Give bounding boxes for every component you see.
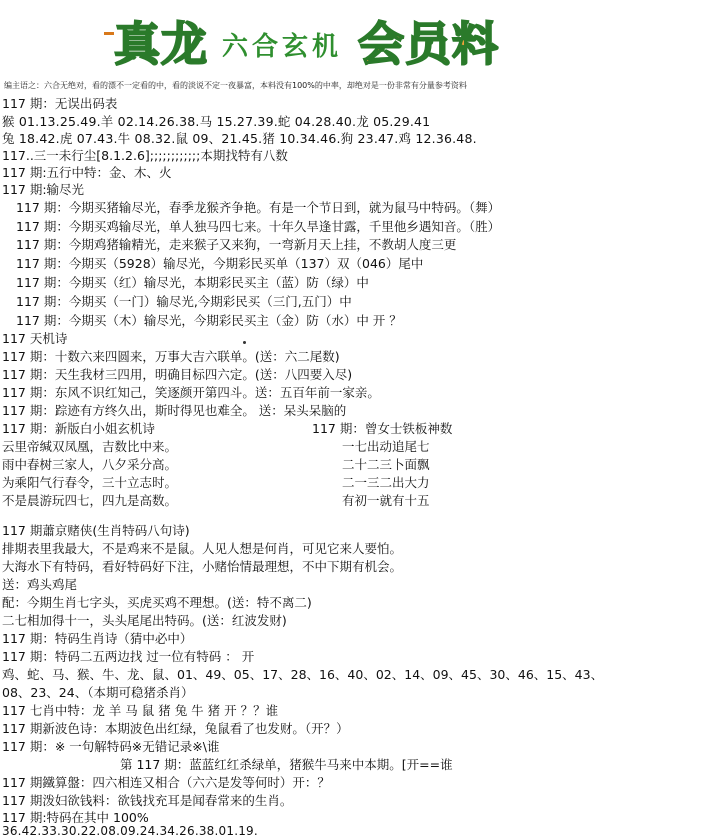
banner-dash <box>104 32 114 35</box>
line-9: 117 期：今期鸡猪输精光，走来猴子又来狗，一弯新月天上挂，不教胡人度三更 <box>16 237 457 252</box>
line-20: 云里帝缄双凤凰，吉数比中来。 <box>2 439 178 454</box>
disclaimer-text: 编主语之：六合无绝对，看的漂不一定看的中，看的淡说不定一夜暴富，本料没有100%的中率，却绝对是一份非常有分量参考资料 <box>4 81 467 90</box>
right-line-21: 二十二三卜面飘 <box>342 457 430 472</box>
line-21: 雨中春树三家人，八夕采分高。 <box>2 457 178 472</box>
line-13: 117 期：今期买（木）输尽光，今期彩民买主（金）防（水）中 开 ？ <box>16 313 402 328</box>
line-26: 大海水下有特码，看好特码好下注，小赌怡情最理想，不中下期有机会。 <box>2 559 403 574</box>
line-35: 117 期新波色诗：本期波色出红绿，兔鼠看了也发财。（开？） <box>2 721 349 736</box>
line-1: 117 期：无误出码表 <box>2 96 118 111</box>
line-19: 117 期：新版白小姐玄机诗 <box>2 421 155 436</box>
line-6: 117 期:输尽光 <box>2 182 85 197</box>
line-27: 送：鸡头鸡尾 <box>2 577 78 592</box>
line-18: 117 期：踪迹有方终久出，斯时得见也难全。 送：呆头呆脑的 <box>2 403 347 418</box>
line-15: 117 期：十数六来四圆来，万事大吉六联单。(送：六二尾数) <box>2 349 340 364</box>
line-34: 117 七肖中特：龙 羊 马 鼠 猪 兔 牛 猪 开 ？？谁 <box>2 703 279 718</box>
line-36: 117 期：※ 一句解特码※无错记录※\谁 <box>2 739 220 754</box>
stray-dot <box>243 341 246 344</box>
line-29: 二七相加得十一，头头尾尾出特码。(送：红波发财) <box>2 613 287 628</box>
line-2: 猴 01.13.25.49.羊 02.14.26.38.马 15.27.39.蛇 04.28.40.龙 05.29.41 <box>2 114 431 129</box>
line-40: 117 期:特码在其中 100% <box>2 810 149 825</box>
line-28: 配：今期生肖七字头，买虎买鸡不理想。(送：特不离二) <box>2 595 312 610</box>
banner-title-left: 真龙 <box>114 17 208 71</box>
line-10: 117 期：今期买（5928）输尽光，今期彩民买单（137）双（046）尾中 <box>16 256 424 271</box>
right-line-20: 一七出动追尾七 <box>342 439 430 454</box>
line-33: 08、23、24、（本期可稳猪杀肖） <box>2 685 194 700</box>
right-line-19: 117 期：曾女士铁板神数 <box>312 421 453 436</box>
line-12: 117 期：今期买（一门）输尽光,今期彩民买（三门,五门）中 <box>16 294 352 309</box>
banner-title-middle: 六合玄机 <box>222 32 343 62</box>
line-7: 117 期：今期买猪输尽光，春季龙猴齐争艳。有是一个节日到，就为鼠马中特码。（舞） <box>16 200 501 215</box>
line-5: 117 期:五行中特：金、木、火 <box>2 165 172 180</box>
line-14: 117 天机诗 <box>2 331 68 346</box>
line-32: 鸡、蛇、马、猴、牛、龙、鼠、01、49、05、17、28、16、40、02、14、09、45、30、46、15、43、 <box>2 667 604 682</box>
line-16: 117 期：天生我材三四用，明确目标四六定。(送：八四要入尽) <box>2 367 353 382</box>
line-8: 117 期：今期买鸡输尽光，单人独马四七来。十年久旱逢甘露，千里他乡遇知音。（胜） <box>16 219 501 234</box>
line-23: 不是晨游玩四七，四九是高数。 <box>2 493 178 508</box>
line-17: 117 期：东风不识红知己，笑逐颜开第四斗。送：五百年前一家亲。 <box>2 385 380 400</box>
line-4: 117..三一未行尘[8.1.2.6];;;;;;;;;;;;本期找特有八数 <box>2 148 288 163</box>
line-24: 117 期蕭京赌侠(生肖特码八句诗) <box>2 523 190 538</box>
line-39: 117 期泼妇欲钱料：欲钱找充耳是闻春常来的生肖。 <box>2 793 293 808</box>
line-31: 117 期：特码二五两边找 过一位有特码 ： 开 <box>2 649 255 664</box>
line-37: 第 117 期：蓝蓝红红杀绿单，猪猴牛马来中本期。[开==谁 <box>120 757 453 772</box>
right-line-22: 二一三二出大力 <box>342 475 430 490</box>
line-41: 36.42.33.30.22.08.09.24.34.26.38.01.19. <box>2 824 258 838</box>
banner-title-right: 会员料 <box>358 17 499 71</box>
line-30: 117 期：特码生肖诗（猜中必中） <box>2 631 193 646</box>
line-38: 117 期鐵算盤：四六相连又相合（六六是发等何时）开：？ <box>2 775 330 790</box>
line-3: 兔 18.42.虎 07.43.牛 08.32.鼠 09、21.45.猪 10.34.46.狗 23.47.鸡 12.36.48. <box>2 131 477 146</box>
line-25: 排期表里我最大，不是鸡来不是鼠。人见人想是何肖，可见它来人要怕。 <box>2 541 403 556</box>
right-line-23: 有初一就有十五 <box>342 493 430 508</box>
line-11: 117 期：今期买（红）输尽光，本期彩民买主（蓝）防（绿）中 <box>16 275 369 290</box>
header-banner <box>96 8 536 70</box>
line-22: 为乘阳气行春令，三十立志时。 <box>2 475 178 490</box>
